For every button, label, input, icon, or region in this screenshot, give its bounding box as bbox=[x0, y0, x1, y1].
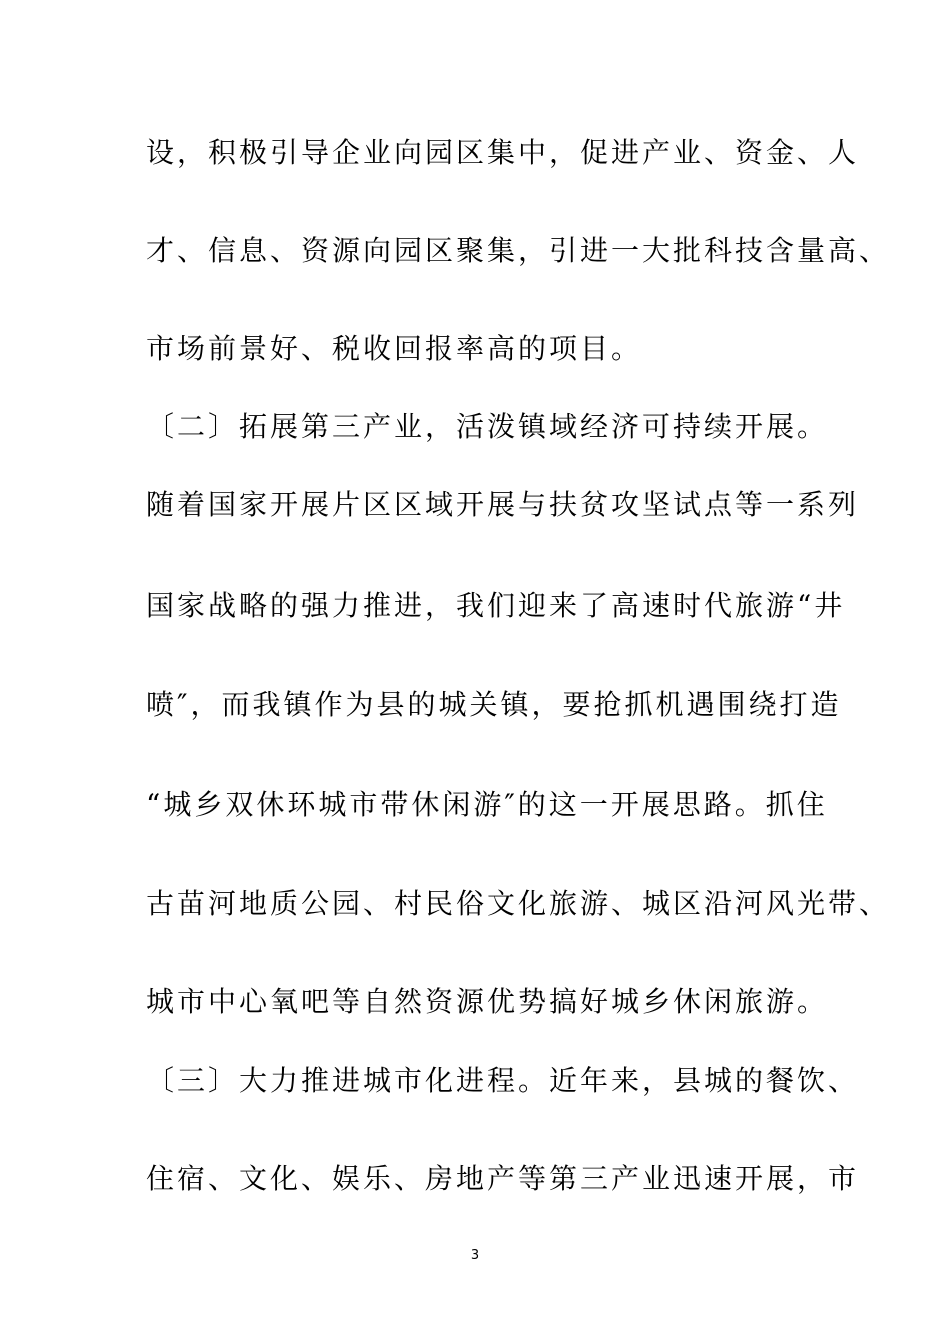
text-line-9: 古苗河地质公园、村民俗文化旅游、城区沿河风光带、 bbox=[146, 887, 891, 920]
section-heading-3: 〔三〕大力推进城市化进程。近年来，县城的餐饮、 bbox=[146, 1064, 860, 1097]
section-heading-2: 〔二〕拓展第三产业，活泼镇域经济可持续开展。 bbox=[146, 410, 829, 443]
text-line-8: “城乡双休环城市带休闲游″的这一开展思路。抓住 bbox=[146, 788, 828, 821]
text-line-3: 市场前景好、税收回报率高的项目。 bbox=[146, 332, 643, 365]
text-line-12: 住宿、文化、娱乐、房地产等第三产业迅速开展，市 bbox=[146, 1162, 860, 1195]
text-line-7: 喷″，而我镇作为县的城关镇，要抢抓机遇围绕打造 bbox=[146, 688, 842, 721]
page-number: 3 bbox=[470, 1248, 480, 1263]
text-line-5: 随着国家开展片区区域开展与扶贫攻坚试点等一系列 bbox=[146, 488, 860, 521]
text-line-2: 才、信息、资源向园区聚集，引进一大批科技含量高、 bbox=[146, 234, 891, 267]
text-line-10: 城市中心氧吧等自然资源优势搞好城乡休闲旅游。 bbox=[146, 985, 829, 1018]
text-line-6: 国家战略的强力推进，我们迎来了高速时代旅游“井 bbox=[146, 589, 846, 622]
text-line-1: 设，积极引导企业向园区集中，促进产业、资金、人 bbox=[146, 136, 860, 169]
